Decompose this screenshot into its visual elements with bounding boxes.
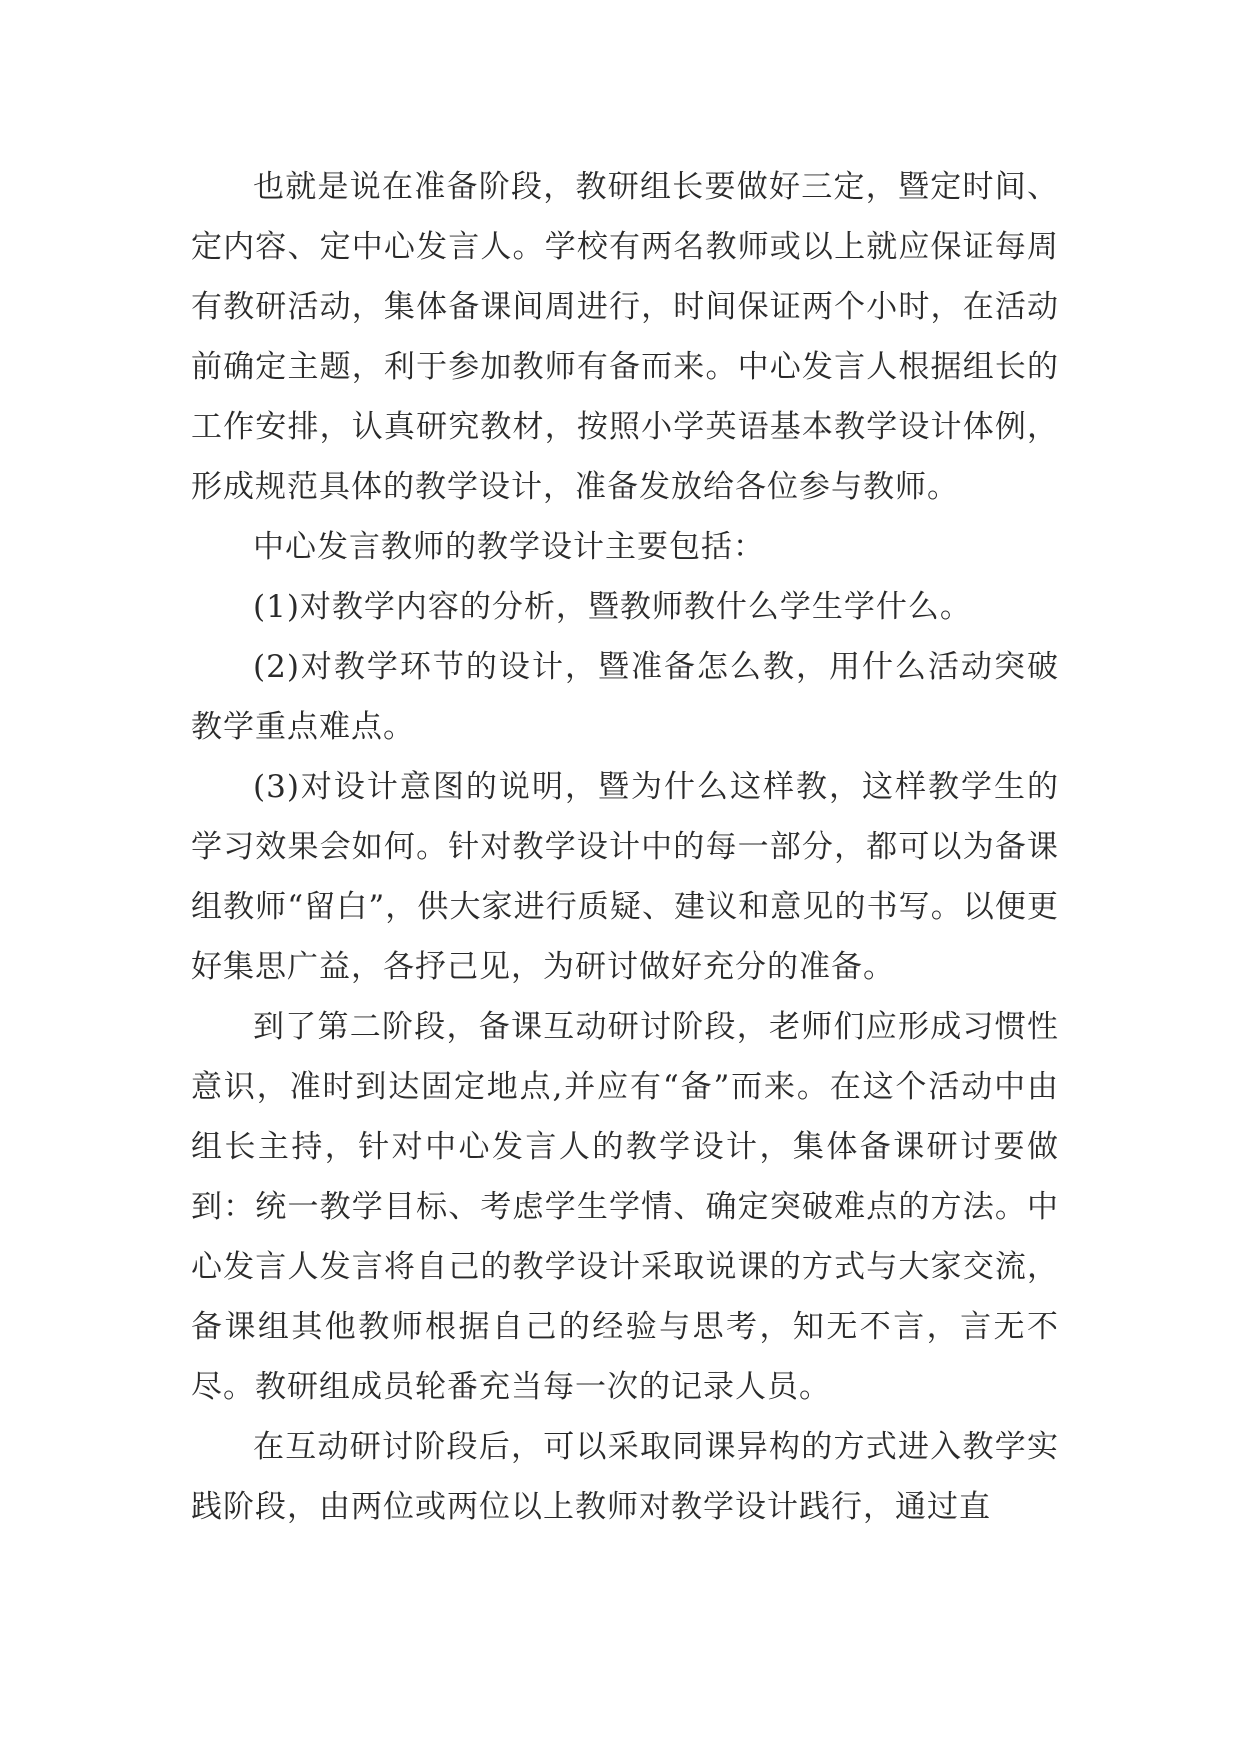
document-body <box>191 157 1059 1537</box>
paragraph-design-contents-intro: 中心发言教师的教学设计主要包括： <box>253 529 765 565</box>
paragraph-second-stage: 到了第二阶段，备课互动研讨阶段，老师们应形成习惯性意识，准时到达固定地点,并应有“备”而来。在这个活动中由组长主持，针对中心发言人的教学设计，集体备课研讨要做到：统一教学目标、考虑学生学情、确定突破难点的方法。中心发言人发言将自己的教学设计采取说课的方式与大家交流，备课组其他教师根据自己的经验与思考，知无不言，言无不尽。教研组成员轮番充当每一次的记录人员。 <box>191 1009 1059 1405</box>
list-item-step-design: (2)对教学环节的设计，暨准备怎么教，用什么活动突破教学重点难点。 <box>191 649 1059 745</box>
list-item-content-analysis: (1)对教学内容的分析，暨教师教什么学生学什么。 <box>253 589 972 625</box>
list-item-design-intent: (3)对设计意图的说明，暨为什么这样教，这样教学生的学习效果会如何。针对教学设计中的每一部分，都可以为备课组教师“留白”，供大家进行质疑、建议和意见的书写。以便更好集思广益，各抒己见，为研讨做好充分的准备。 <box>191 769 1059 985</box>
paragraph-preparation-stage: 也就是说在准备阶段，教研组长要做好三定，暨定时间、定内容、定中心发言人。学校有两名教师或以上就应保证每周有教研活动，集体备课间周进行，时间保证两个小时，在活动前确定主题，利于参加教师有备而来。中心发言人根据组长的工作安排，认真研究教材，按照小学英语基本教学设计体例，形成规范具体的教学设计，准备发放给各位参与教师。 <box>191 169 1059 505</box>
paragraph-practice-stage: 在互动研讨阶段后，可以采取同课异构的方式进入教学实践阶段，由两位或两位以上教师对教学设计践行，通过直 <box>191 1429 1059 1525</box>
